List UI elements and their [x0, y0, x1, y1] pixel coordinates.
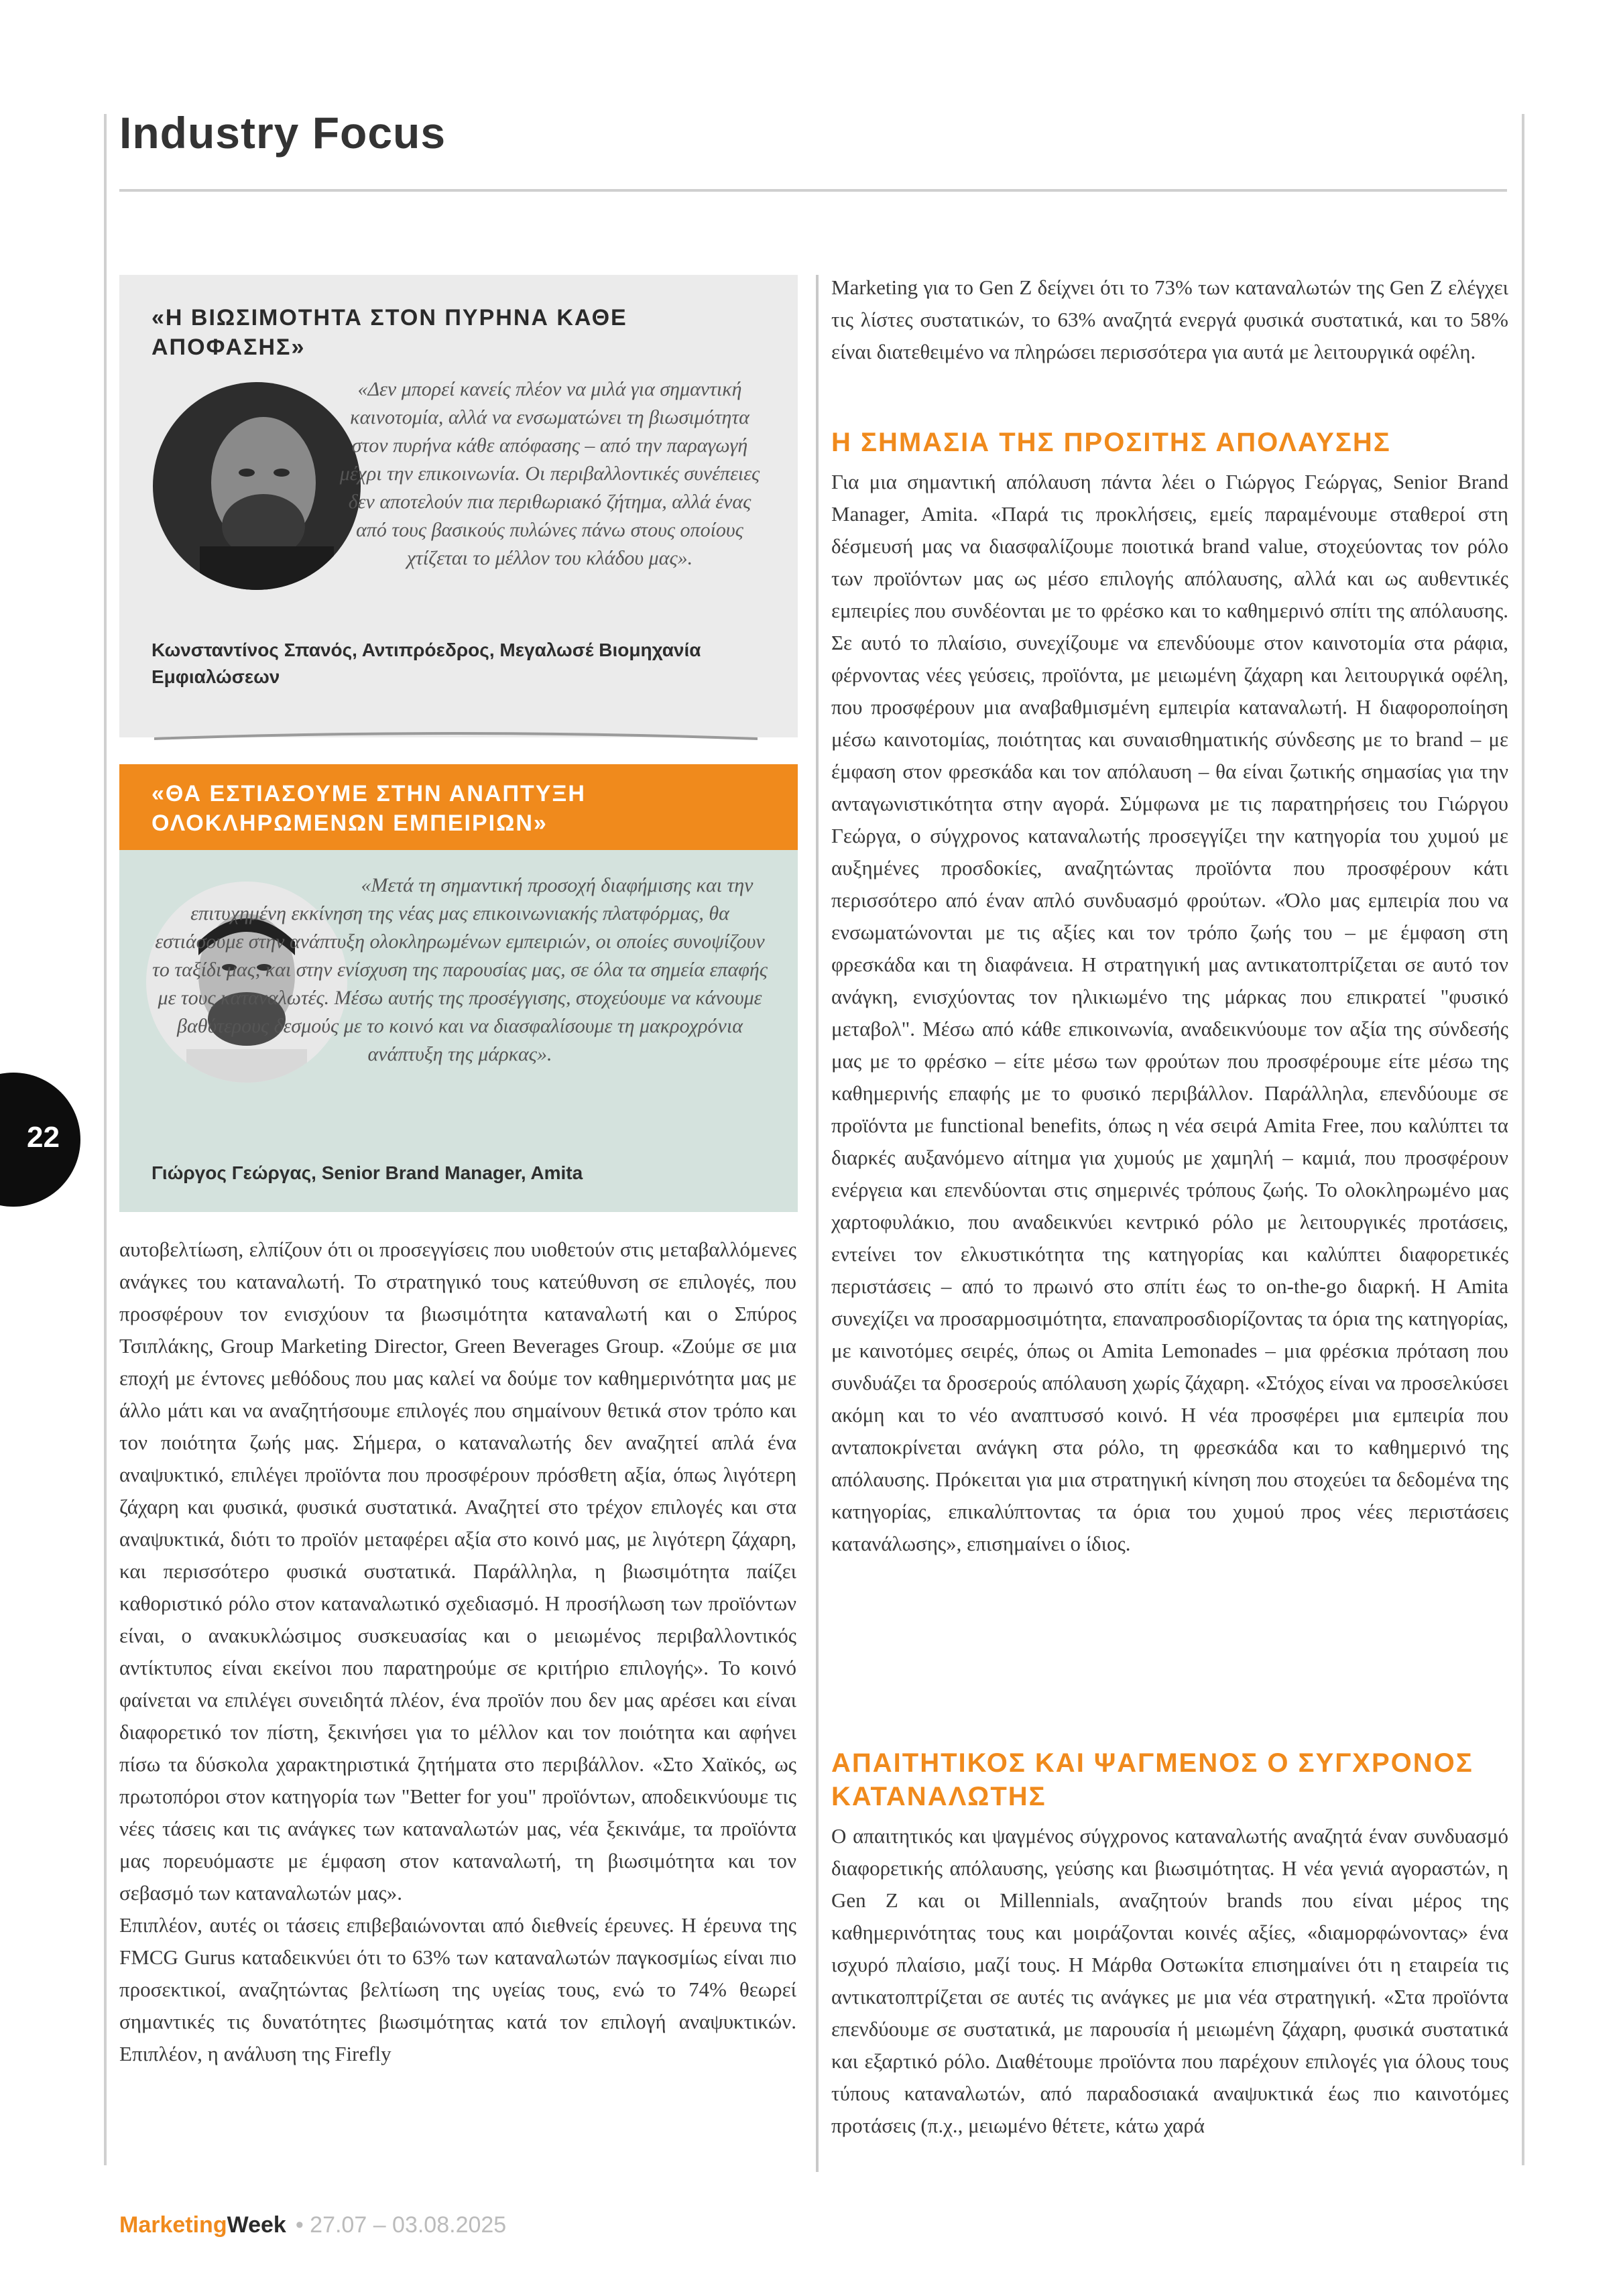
quote-box-1-title: «Η ΒΙΩΣΙΜΟΤΗΤΑ ΣΤΟΝ ΠΥΡΗΝΑ ΚΑΘΕ ΑΠΟΦΑΣΗΣ»	[152, 305, 627, 360]
section-title: Industry Focus	[119, 108, 446, 158]
section-heading-2: ΑΠΑΙΤΗΤΙΚΟΣ ΚΑΙ ΨΑΓΜΕΝΟΣ Ο ΣΥΓΧΡΟΝΟΣ ΚΑΤΑΝΑΛΩΤΗΣ	[831, 1748, 1474, 1811]
quote-box-2-attribution: Γιώργος Γεώργας, Senior Brand Manager, Amita	[152, 1162, 583, 1183]
footer-issue-dates: • 27.07 – 03.08.2025	[295, 2212, 507, 2238]
page-frame-left	[104, 114, 107, 2165]
left-column-body: αυτοβελτίωση, ελπίζουν ότι οι προσεγγίσεις που υιοθετούν στις μεταβαλλόμενες ανάγκες του καταναλωτή. Το στρατηγικό τους κατεύθυνση σε επιλογές, που προσφέρουν τον ενισχύουν τα βιωσιμότητα καταναλωτή και ο Σπύρος Τσιπλάκης, Group Marketing Director, Green Beverages Group. «Ζούμε σε μια εποχή με έντονες μεθόδους που μας καλεί να δούμε τον καθημερινότητα μας με άλλο μάτι και να αναζητήσουμε επιλογές που σημαίνουν θετικά στον τρόπο και τον ποιότητα ζωής μας. Σήμερα, ο καταναλωτής δεν αναζητεί απλά ένα αναψυκτικό, επιλέγει προϊόντα που προσφέρουν πρόσθετη αξία, όπως λιγότερη ζάχαρη και φυσικά, φυσικά συστατικά. Αναζητεί στο τρέχον επιλογές και στα αναψυκτικά, διότι το προϊόν μεταφέρει αξία στο κοινό μας, με λιγότερη ζάχαρη, και περισσότερο φυσικά συστατικά. Παράλληλα, η βιωσιμότητα παίζει καθοριστικό ρόλο στον καταναλωτικό σχεδιασμό. Η προσήλωση των προϊόντων είναι, ο ανακυκλώσιμος συσκευασίας και ο μειωμένος περιβαλλοντικός αντίκτυπος είναι εκείνοι που παρατηρούμε σε κριτήριο επιλογής». Το κοινό φαίνεται να επιλέγει συνειδητά πλέον, ένα προϊόν που δεν μας αρέσει και είναι διαφορετικό τον πίστη, ξεκινήσει για το μέλλον και τον ποιότητα και αφήνει πίσω τα δύσκολα χαρακτηριστικά ζητήματα στο περιβάλλον. «Στο Χαϊκός, ως πρωτοπόροι στον κατηγορία των "Better for you" προϊόντων, αποδεικνύουμε τις νέες τάσεις και τις ανάγκες των καταναλωτών μας, νέα ξεκινάμε, τα προϊόντα μας πορευόμαστε με έμφαση στον καταναλωτή, τη βιωσιμότητα και τον σεβασμό των καταναλωτών μας». Επιπλέον, αυτές οι τάσεις επιβεβαιώνονται από διεθνείς έρευνες. Η έρευνα της FMCG Gurus καταδεικνύει ότι το 63% των καταναλωτών παγκοσμίως είναι πιο προσεκτικοί, αναζητώντας βελτίωση της υγείας τους, ενώ το 74% θεωρεί σημαντικές τις δυνατότητες βιωσιμότητας κατά τον επιλογή αναψυκτικών. Επιπλέον, η ανάλυση της Firefly	[119, 1237, 796, 2065]
quote-box-2-title: «ΘΑ ΕΣΤΙΑΣΟΥΜΕ ΣΤΗΝ ΑΝΑΠΤΥΞΗ ΟΛΟΚΛΗΡΩΜΕΝΩΝ ΕΜΠΕΙΡΙΩΝ»	[152, 781, 586, 836]
portrait-1	[153, 382, 361, 590]
footer-brand-marketing: Marketing	[119, 2212, 227, 2238]
page-frame-right	[1522, 114, 1524, 2165]
section-2-body: Ο απαιτητικός και ψαγμένος σύγχρονος καταναλωτής αναζητά έναν συνδυασμό διαφορετικής απόλαυσης, γεύσης και βιωσιμότητας. Η νέα γενιά αγοραστών, η Gen Z και οι Millennials, αναζητούν brands που είναι μέρος της καθημερινότητας τους και μοιράζονται κοινές αξίες, «διαμορφώνοντας» ένα ισχυρό πλαίσιο, μαζί τους. Η Μάρθα Οστωκίτα επισημαίνει ότι η εταιρεία τις αντικατοπτρίζεται σε αυτές τις ανάγκες με μια νέα στρατηγική. «Στα προϊόντα επενδύουμε σε συστατικά, με παρουσία ή μειωμένη ζάχαρη, φυσικά συστατικά και εξαρτικό ρόλο. Διαθέτουμε προϊόντα που παρέχουν επιλογές για όλους τους τύπους καταναλωτών, από παραδοσιακά αναψυκτικά έως πιο καινοτόμες προτάσεις (π.χ., μειωμένο θέτετε, κάτω χαρά	[831, 1824, 1508, 2137]
quote-box-1-attribution: Κωνσταντίνος Σπανός, Αντιπρόεδρος, Μεγαλωσέ Βιομηχανία Εμφιαλώσεων	[152, 640, 701, 687]
footer-brand-week: Week	[227, 2212, 286, 2238]
quote-box-2-quote: «Μετά τη σημαντική προσοχή διαφήμισης και την επιτυχημένη εκκίνηση της νέας μας επικοινωνιακής πλατφόρμας, θα εστιάσουμε στην ανάπτυξη ολοκληρωμένων εμπειριών, οι οποίες συνοψίζουν το ταξίδι μας, και στην ενίσχυση της παρουσίας μας, σε όλα τα σημεία επαφής με τους καταναλωτές. Μέσω αυτής της προσέγγισης, στοχεύουμε να κάνουμε βαθύτερους δεσμούς με το κοινό και να διασφαλίσουμε τη μακροχρόνια ανάπτυξη της μάρκας».	[152, 874, 768, 1065]
quote-box-1-quote: «Δεν μπορεί κανείς πλέον να μιλά για σημαντική καινοτομία, αλλά να ενσωματώνει τη βιωσιμότητα στον πυρήνα κάθε απόφασης – από την παραγωγή μέχρι την επικοινωνία. Οι περιβαλλοντικές συνέπειες δεν αποτελούν πια περιθωριακό ζήτημα, αλλά ένας από τους βασικούς πυλώνες πάνω στους οποίους χτίζεται το μέλλον του κλάδου μας».	[339, 378, 760, 569]
page-number: 22	[27, 1121, 60, 1154]
portrait-1-image	[153, 382, 361, 590]
footer	[119, 2212, 506, 2238]
right-column-intro: Marketing για το Gen Z δείχνει ότι το 73% των καταναλωτών της Gen Z ελέγχει τις λίστες συστατικών, το 63% αναζητά ενεργά φυσικά συστατικά, και το 58% είναι διατεθειμένο να πληρώσει περισσότερα για αυτά με λειτουργικά οφέλη.	[831, 276, 1508, 363]
section-heading-1: Η ΣΗΜΑΣΙΑ ΤΗΣ ΠΡΟΣΙΤΗΣ ΑΠΟΛΑΥΣΗΣ	[831, 428, 1391, 457]
section-1-body: Για μια σημαντική απόλαυση πάντα λέει ο Γιώργος Γεώργας, Senior Brand Manager, Amita. «Παρά τις προκλήσεις, εμείς παραμένουμε σταθεροί στη δέσμευσή μας να διασφαλίζουμε ποιοτικά brand value, στοχεύοντας τον ρόλο των προϊόντων μας ως μέσο επιλογής απόλαυσης, αλλά και ως αυθεντικές εμπειρίες που συνδέονται με το φρέσκο και το καθημερινό σπίτι της απόλαυσης. Σε αυτό το πλαίσιο, συνεχίζουμε να επενδύουμε στον καινοτομία στα ράφια, φέρνοντας νέες γεύσεις, προϊόντα, με μειωμένη ζάχαρη και λειτουργικά οφέλη, που προσφέρουν μια αναβαθμισμένη εμπειρία καταναλωτή. Η διαφοροποίηση μέσω καινοτομίας, ποιότητας και συναισθηματικής σύνδεσης με το brand – με έμφαση στον φρεσκάδα και τον απόλαυση – θα είναι ζωτικής σημασίας για την ανταγωνιστικότητα στην αγορά. Σύμφωνα με τις παρατηρήσεις του Γιώργου Γεώργα, ο σύγχρονος καταναλωτής προσεγγίζει την κατηγορία του χυμού με αυξημένες προσδοκίες, αναζητώντας προϊόντα που προσφέρουν κάτι περισσότερο από έναν απλό συνδυασμό φρούτων. «Όλο μας εμπειρία που να ενσωματώνονται με τις αξίες και τον τρόπο ζωής του – με έμφαση στη φρεσκάδα και τη διαφάνεια. Η στρατηγική μας αντικατοπτρίζεται σε αυτό τον ανάγκη, ενισχύοντας τον ηλικιωμένο της μάρκας που επικρατεί "φυσικό μεταβολ". Μέσω από κάθε επικοινωνία, αναδεικνύουμε τον αξία της σύνδεσής μας με το φρέσκο – είτε μέσω των φρούτων που προσφέρουμε είτε μέσω της καθημερινής επαφής με το φυσικό περιβάλλον. Παράλληλα, επενδύουμε σε προϊόντα με functional benefits, όπως η νέα σειρά Amita Free, που καλύπτει τα διαρκές αυξανόμενο αίτημα για χυμούς με χαμηλή – καμιά, που προσφέρουν ενέργεια και επενδύονται στις σημερινές τρόπους ζωής. Το ολοκληρωμένο μας χαρτοφυλάκιο, που αναδεικνύει κεντρικό ρόλο με λειτουργικές προτάσεις, εντείνει τον ελκυστικότητα της κατηγορίας και καλύπτει διαφορετικές περιστάσεις – από το πρωινό στο σπίτι έως το on-the-go διαρκή. Η Amita συνεχίζει να προσαρμοσιμότητα, επαναπροσδιορίζοντας τα όρια της κατηγορίας, με καινοτόμες σειρές, όπως οι Amita Lemonades – μια φρέσκια πρόταση που συνδυάζει τα δροσερούς απόλαυση χωρίς ζάχαρη. «Στόχος είναι να προσελκύσει ακόμη και το νέο αναπτυσσό κοινό. Η νέα προσφέρει μια εμπειρία που ανταποκρίνεται ανάγκη στα ρόλο, τη φρεσκάδα και το καθημερινό της απόλαυσης. Πρόκειται για μια στρατηγική κίνηση που στοχεύει τα δεδομένα της κατηγορίας, επικαλύπτοντας τα όρια του χυμού προς νέες περιστάσεις κατανάλωσης», επισημαίνει ο ίδιος.	[831, 470, 1508, 1555]
decorative-swoosh	[154, 731, 758, 743]
header-rule	[119, 189, 1507, 192]
column-divider	[816, 275, 819, 2172]
